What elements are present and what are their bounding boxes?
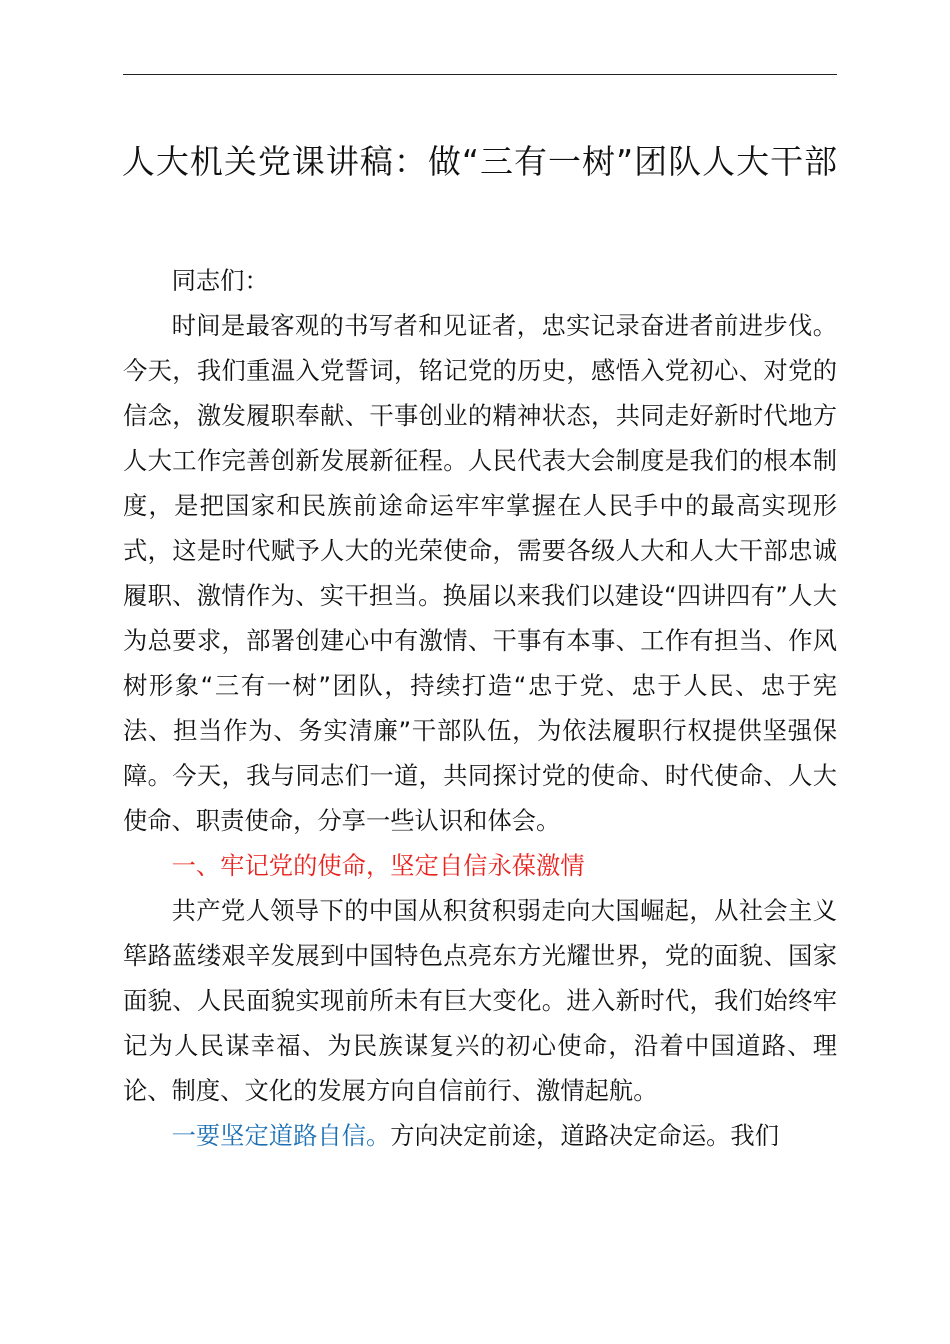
section-1-paragraph: 共产党人领导下的中国从积贫积弱走向大国崛起，从社会主义筚路蓝缕艰辛发展到中国特色点亮东方光耀世界，党的面貌、国家面貌、人民面貌实现前所未有巨大变化。进入新时代，我们始终牢记为人民谋幸福、为民族谋复兴的初心使命，沿着中国道路、理论、制度、文化的发展方向自信前行、激情起航。: [123, 896, 837, 1105]
point-1-paragraph: [123, 1113, 837, 1158]
header-divider: [123, 74, 837, 75]
document-title: 人大机关党课讲稿：做“三有一树”团队人大干部: [121, 142, 839, 181]
point-1-lead: 一要坚定道路自信。: [171, 1121, 391, 1150]
section-1-heading: 一、牢记党的使命，坚定自信永葆激情: [171, 851, 585, 880]
point-1-text: 方向决定前途，道路决定命运。我们: [390, 1121, 780, 1150]
intro-paragraph: 时间是最客观的书写者和见证者，忠实记录奋进者前进步伐。今天，我们重温入党誓词，铭记党的历史，感悟入党初心、对党的信念，激发履职奉献、干事创业的精神状态，共同走好新时代地方人大工作完善创新发展新征程。人民代表大会制度是我们的根本制度，是把国家和民族前途命运牢牢掌握在人民手中的最高实现形式，这是时代赋予人大的光荣使命，需要各级人大和人大干部忠诚履职、激情作为、实干担当。换届以来我们以建设“四讲四有”人大为总要求，部署创建心中有激情、干事有本事、工作有担当、作风树形象“三有一树”团队，持续打造“忠于党、忠于人民、忠于宪法、担当作为、务实清廉”干部队伍，为依法履职行权提供坚强保障。今天，我与同志们一道，共同探讨党的使命、时代使命、人大使命、职责使命，分享一些认识和体会。: [123, 311, 837, 835]
salutation: 同志们：: [171, 266, 269, 295]
document-body: [123, 258, 837, 1158]
